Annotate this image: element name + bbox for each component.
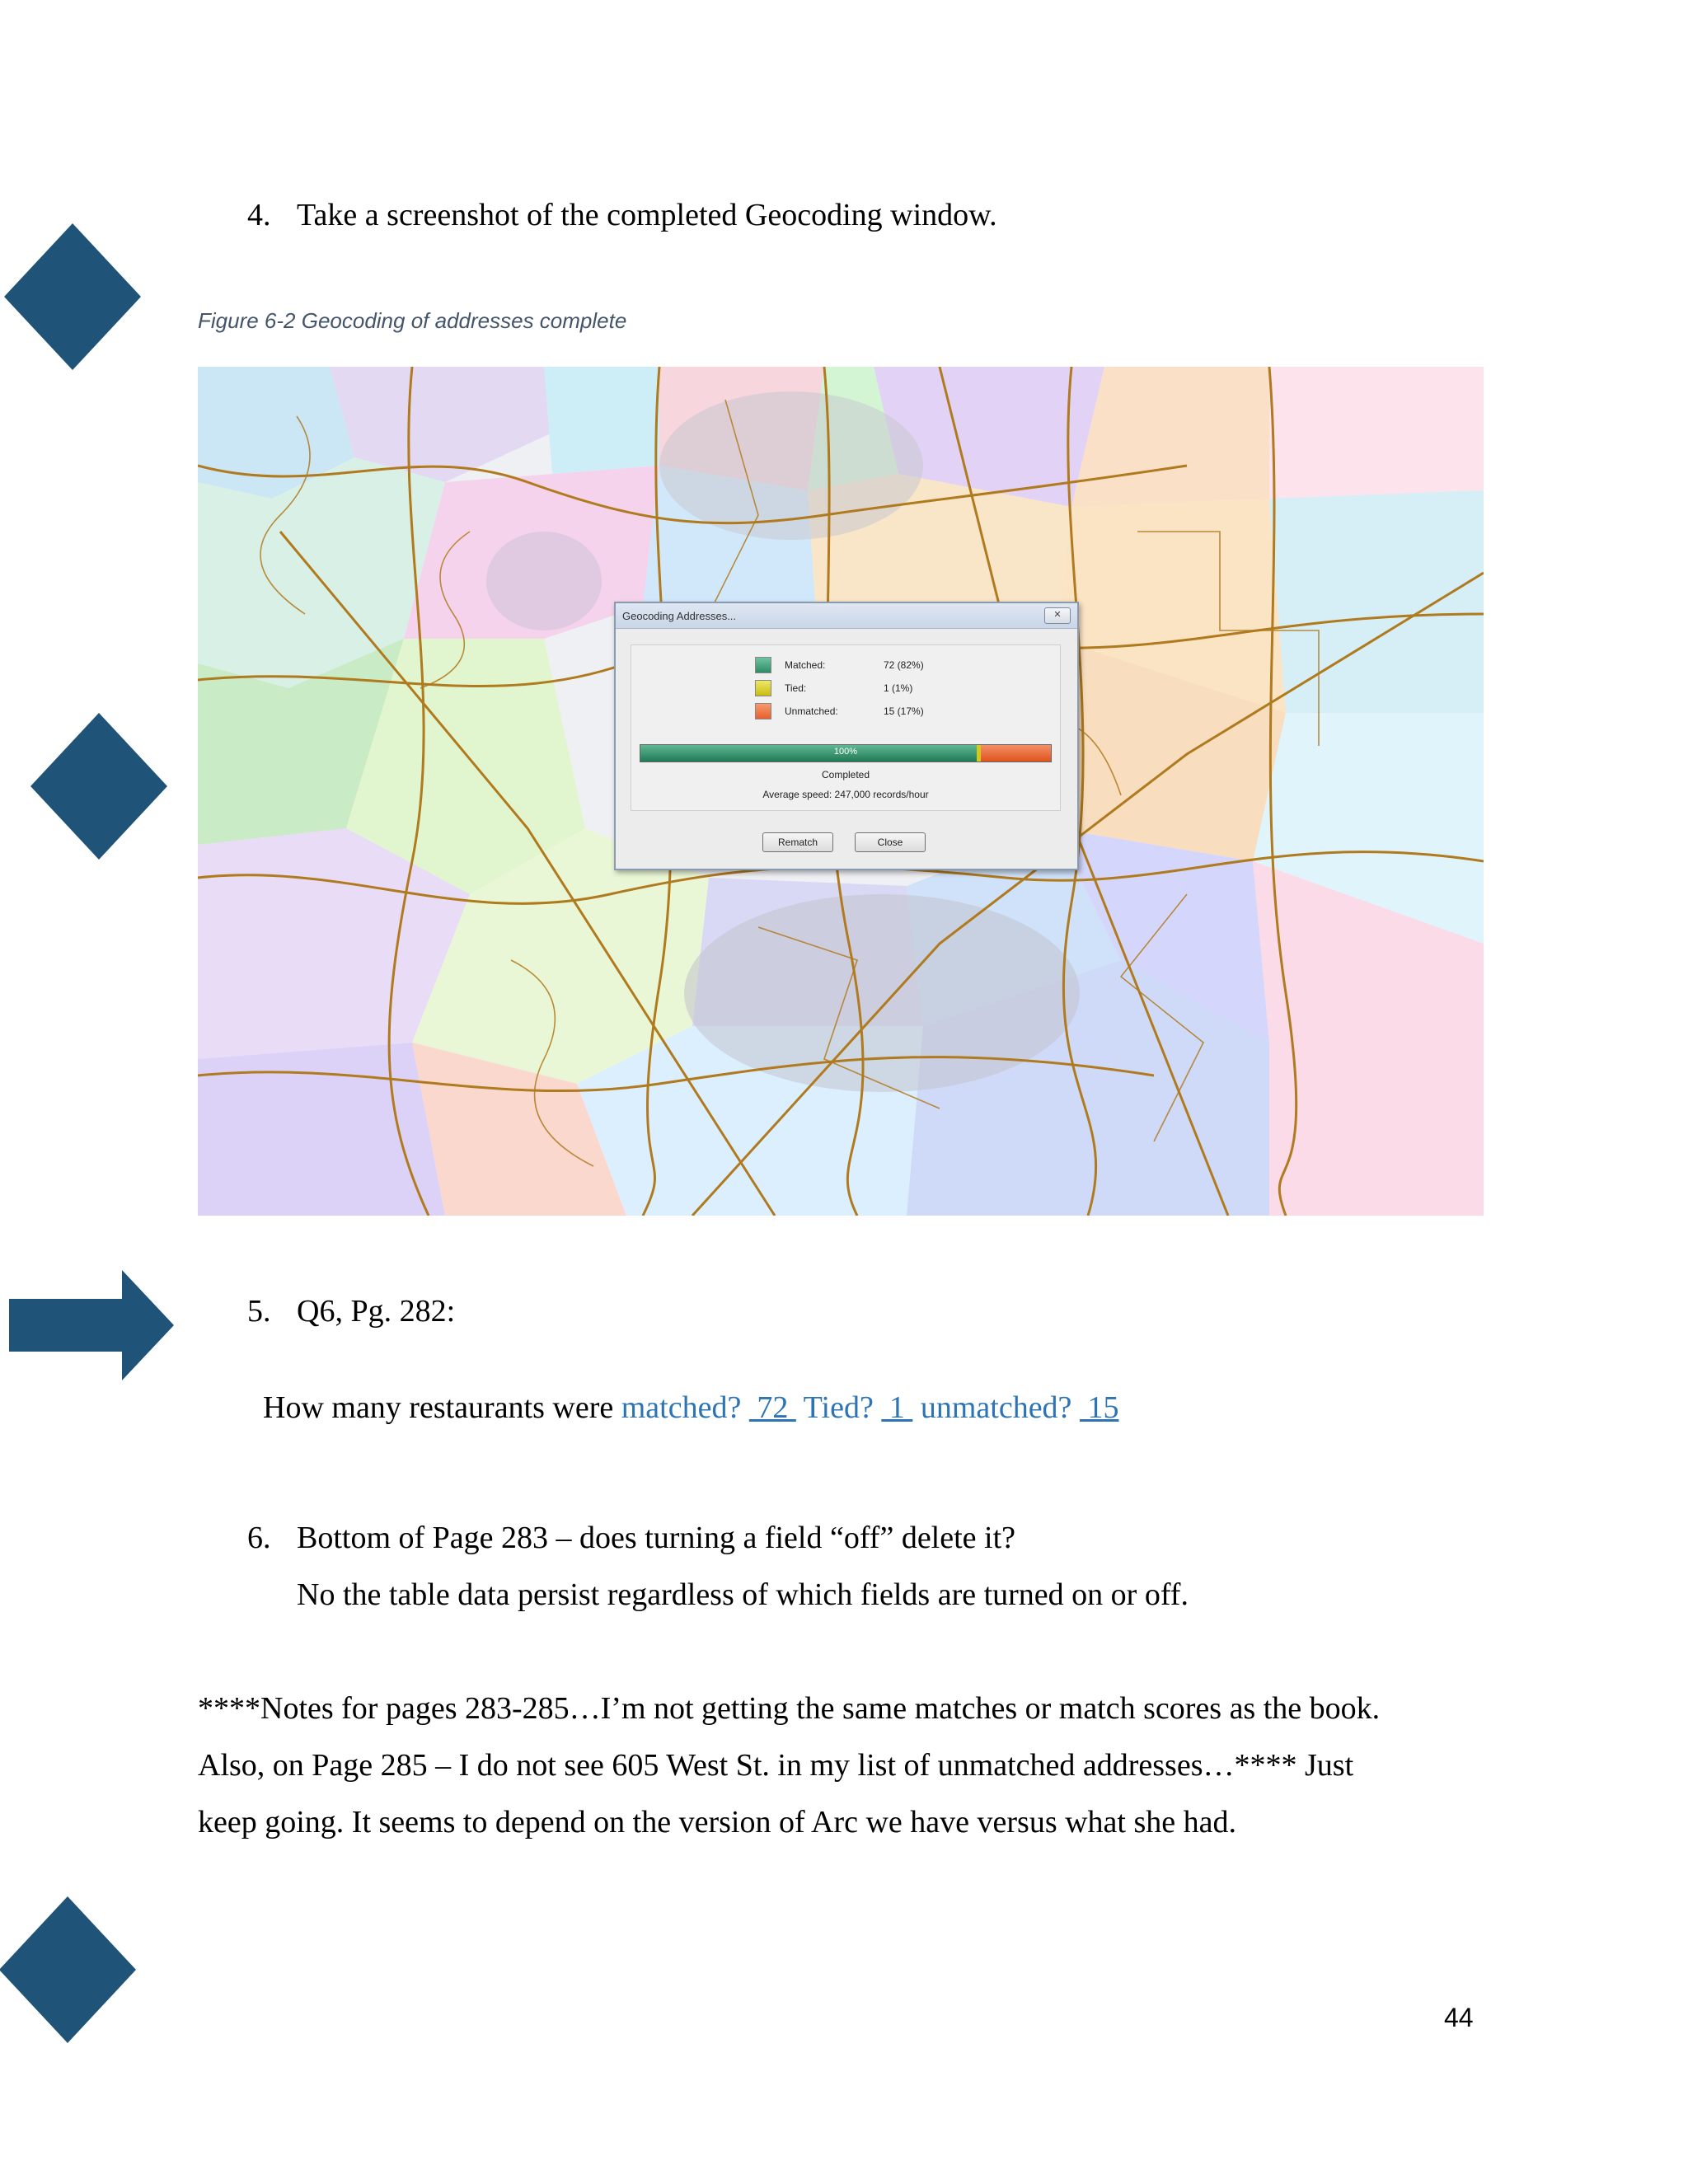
step-5-number: 5.	[247, 1294, 271, 1329]
step-4-text: Take a screenshot of the completed Geocoding window.	[297, 198, 997, 232]
diamond-decoration-bottom	[0, 1894, 144, 2046]
tied-question: Tied?	[803, 1390, 874, 1426]
page-number: 44	[1444, 2003, 1474, 2032]
step-6-heading	[247, 1518, 1015, 1558]
figure-caption: Figure 6-2 Geocoding of addresses complete	[198, 308, 627, 333]
matched-question: matched?	[621, 1390, 742, 1426]
matched-answer: 72	[748, 1390, 796, 1426]
dialog-title-bar	[616, 603, 1077, 629]
step-6-answer: No the table data persist regardless of which fields are turned on or off.	[297, 1577, 1189, 1612]
tied-label: Tied:	[785, 682, 807, 694]
step-4-number: 4.	[247, 198, 271, 232]
step-6-number: 6.	[247, 1521, 271, 1555]
stat-unmatched	[755, 703, 1019, 719]
notes-line-1: ****Notes for pages 283-285…I’m not getting the same matches or match scores as the book.	[198, 1691, 1381, 1726]
unmatched-answer: 15	[1079, 1390, 1119, 1426]
progress-percent: 100%	[833, 747, 858, 757]
matched-value: 72 (82%)	[884, 659, 924, 671]
step-5-heading	[247, 1291, 455, 1332]
tied-answer: 1	[881, 1390, 913, 1426]
step-4	[247, 195, 997, 236]
matched-label: Matched:	[785, 659, 826, 671]
close-icon[interactable]: ✕	[1044, 607, 1071, 624]
diamond-decoration-middle	[26, 710, 171, 863]
arrow-right-icon	[7, 1268, 176, 1383]
unmatched-swatch-icon	[755, 703, 771, 719]
status-text: Completed	[821, 769, 870, 780]
geocoding-dialog	[614, 602, 1079, 870]
dialog-results-panel	[631, 644, 1061, 811]
progress-bar	[640, 744, 1052, 762]
stat-tied	[755, 680, 1019, 696]
matched-swatch-icon	[755, 657, 771, 673]
unmatched-label: Unmatched:	[785, 705, 838, 717]
rematch-button[interactable]: Rematch	[762, 832, 833, 852]
close-button[interactable]: Close	[855, 832, 926, 852]
tied-value: 1 (1%)	[884, 682, 913, 694]
step-5-text: Q6, Pg. 282:	[297, 1294, 456, 1329]
stat-matched	[755, 657, 1019, 673]
step-5-answer	[247, 1347, 1118, 1429]
tied-swatch-icon	[755, 680, 771, 696]
unmatched-question: unmatched?	[920, 1390, 1072, 1426]
question-prefix: How many restaurants were	[263, 1390, 621, 1426]
unmatched-value: 15 (17%)	[884, 705, 924, 717]
diamond-decoration-top	[0, 221, 144, 373]
step-6-text: Bottom of Page 283 – does turning a field “off” delete it?	[297, 1521, 1016, 1555]
speed-text: Average speed: 247,000 records/hour	[762, 789, 929, 800]
notes-line-2: Also, on Page 285 – I do not see 605 West St. in my list of unmatched addresses…**** Just	[198, 1748, 1354, 1783]
notes-line-3: keep going. It seems to depend on the version of Arc we have versus what she had.	[198, 1805, 1236, 1840]
dialog-title: Geocoding Addresses...	[622, 609, 737, 622]
